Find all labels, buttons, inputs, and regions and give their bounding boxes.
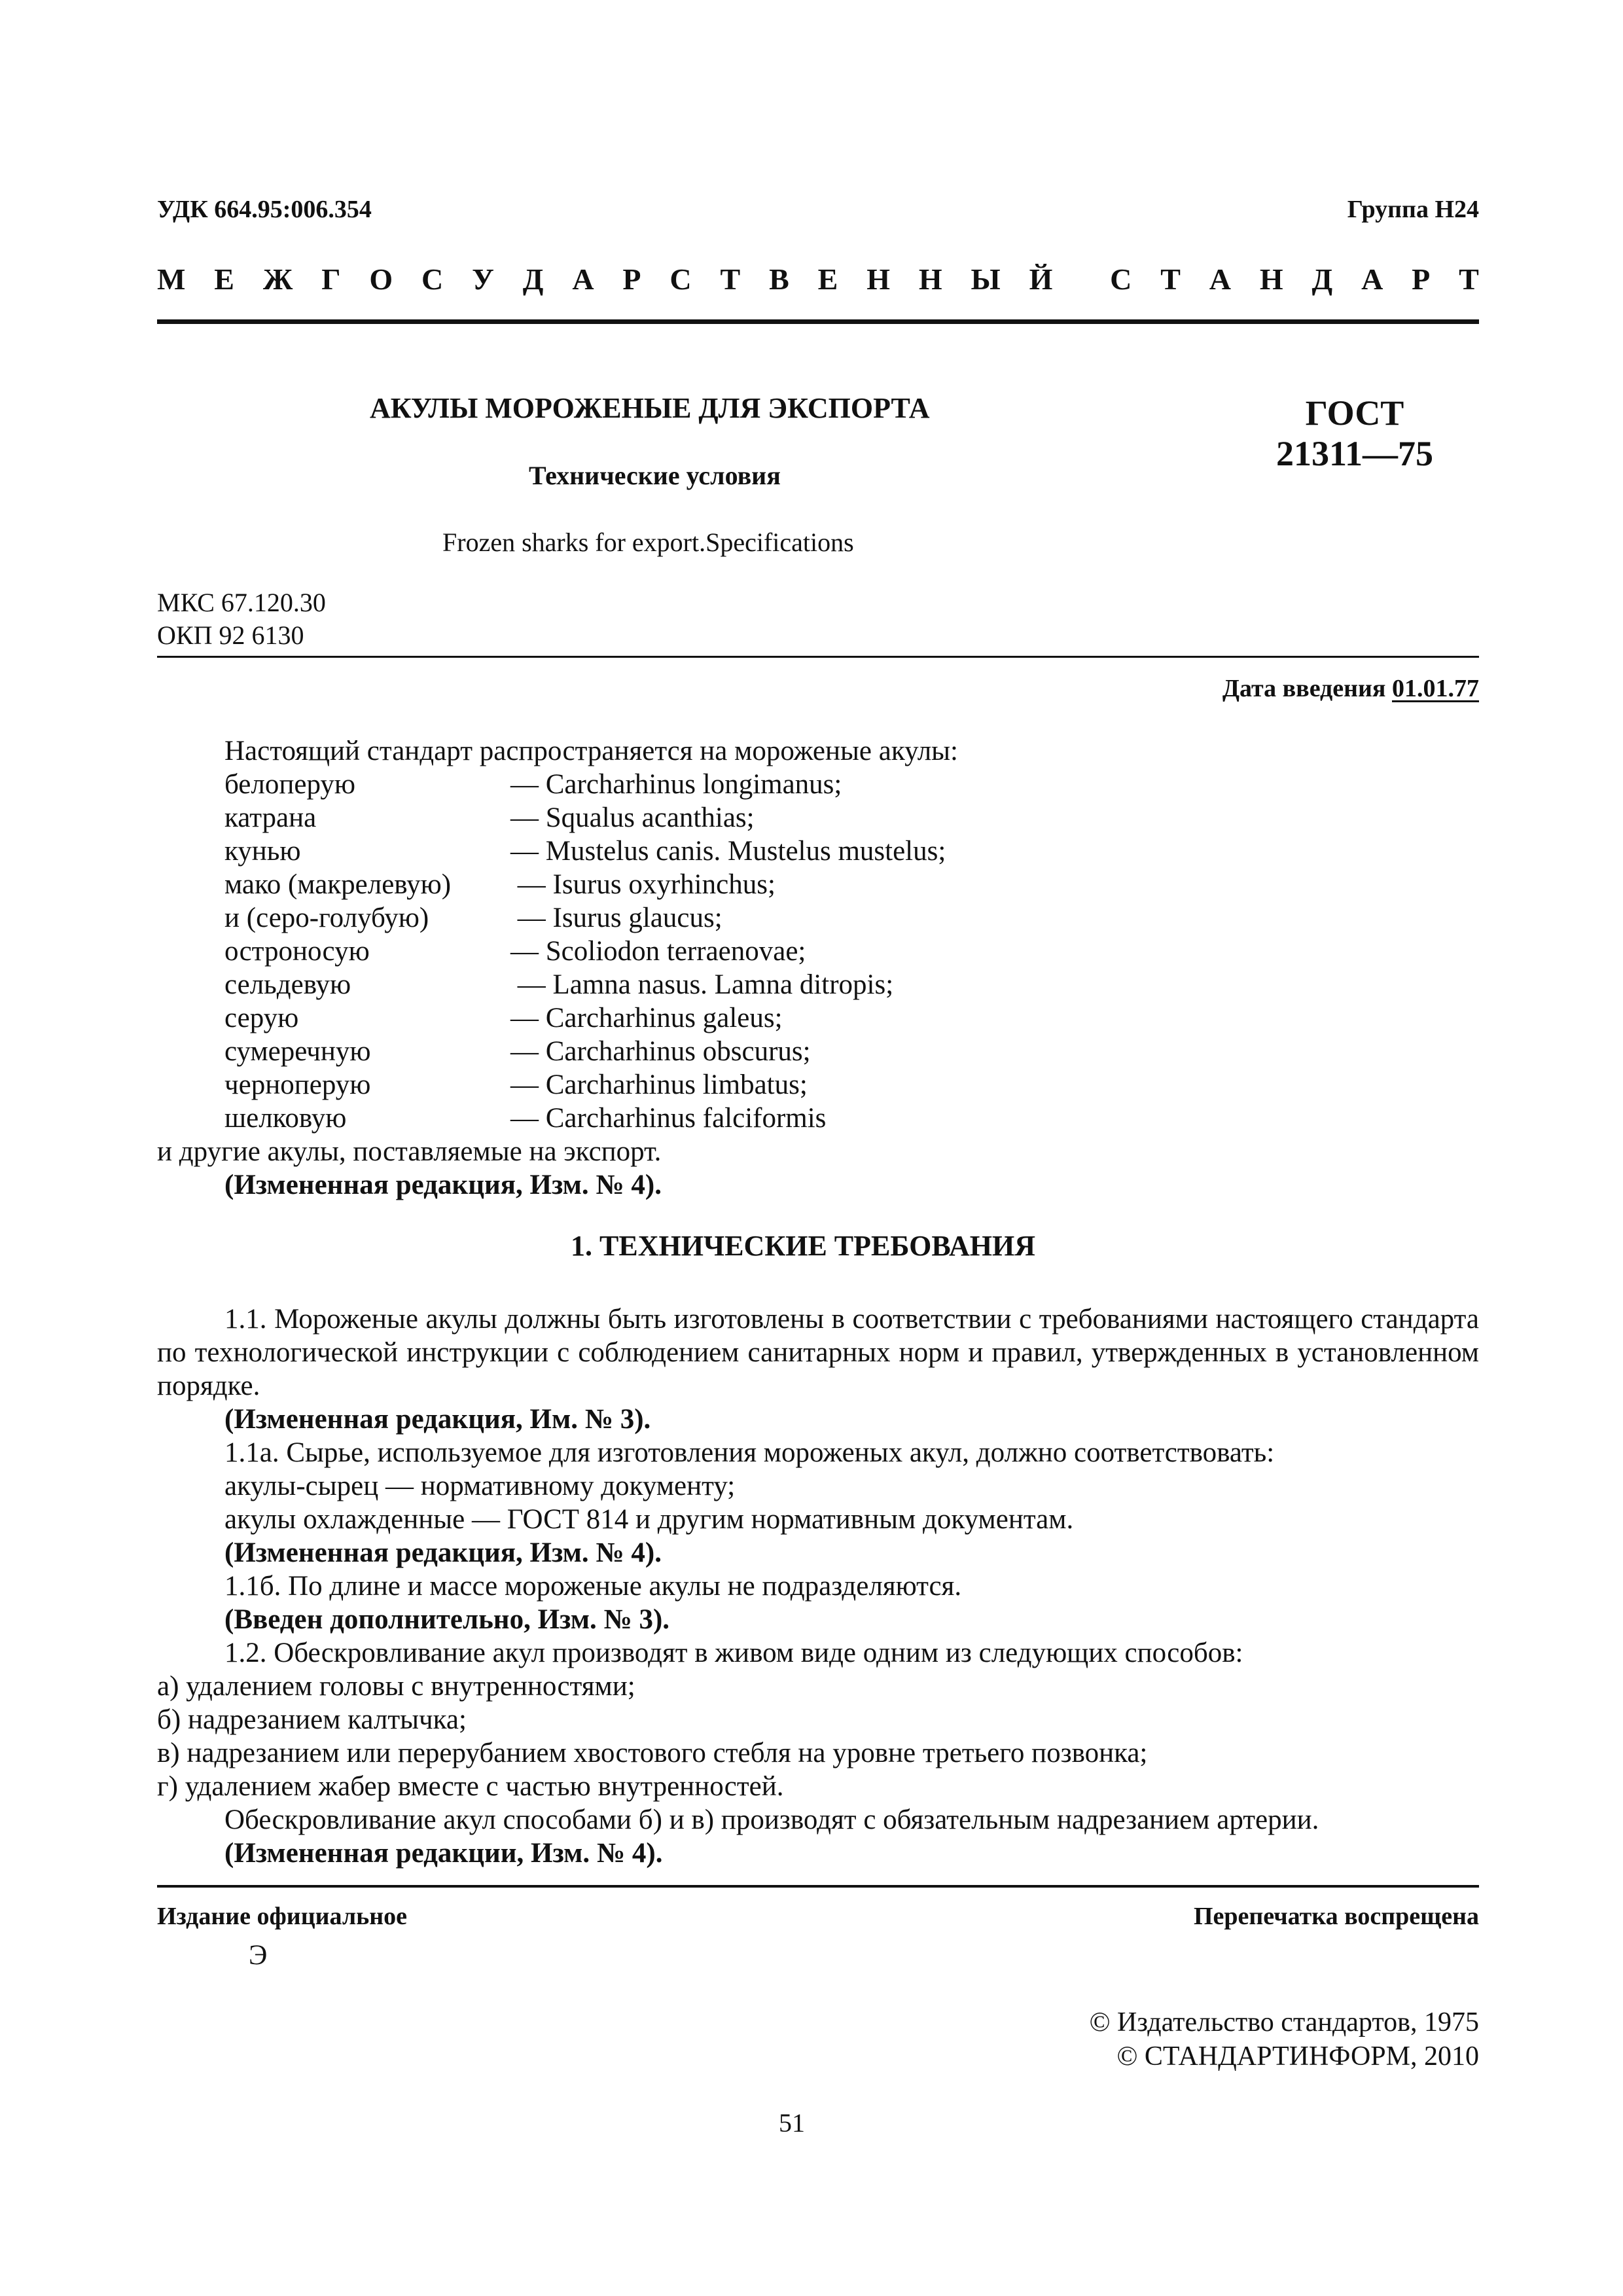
clause-1-2-item-b: б) надрезанием калтычка; — [157, 1704, 467, 1735]
species-latin-name: — Squalus acanthias; — [510, 802, 755, 833]
species-latin-name: — Carcharhinus limbatus; — [510, 1069, 808, 1100]
banner-letter: А — [572, 262, 594, 296]
banner-letter: Е — [817, 262, 838, 296]
clause-1-2-item-c: в) надрезанием или перерубанием хвостового стебля на уровне третьего позвонка; — [157, 1738, 1148, 1768]
banner-letter: Н — [918, 262, 942, 296]
english-title: Frozen sharks for export.Specifications — [442, 528, 854, 557]
footer-rule — [157, 1885, 1479, 1888]
banner-letter: Р — [622, 262, 641, 296]
banner-letter: Е — [214, 262, 234, 296]
reprint-notice: Перепечатка воспрещена — [1193, 1903, 1479, 1930]
species-russian-name: серую — [224, 1003, 299, 1033]
banner-letter: С — [421, 262, 444, 296]
classification-rule — [157, 656, 1479, 658]
scope-amendment: (Измененная редакция, Изм. № 4). — [224, 1170, 662, 1200]
clause-1-2-note: Обескровливание акул способами б) и в) производят с обязательным надрезанием артерии. — [224, 1804, 1319, 1835]
classification-codes — [157, 586, 326, 652]
species-latin-name: — Carcharhinus longimanus; — [510, 769, 842, 800]
banner-letter: Й — [1029, 262, 1053, 296]
banner-letter: А — [1361, 262, 1383, 296]
section-heading: 1. ТЕХНИЧЕСКИЕ ТРЕБОВАНИЯ — [571, 1230, 1035, 1262]
clause-1-2-amendment: (Измененная редакции, Изм. № 4). — [224, 1838, 663, 1869]
banner-letter: А — [1209, 262, 1231, 296]
clause-1-1a-raw: акулы-сырец — нормативному документу; — [224, 1471, 736, 1501]
species-latin-name: — Isurus oxyrhinchus; — [510, 869, 776, 900]
species-russian-name: остроносую — [224, 936, 370, 967]
scope-intro: Настоящий стандарт распространяется на мороженые акулы: — [224, 736, 959, 766]
banner-letter: Р — [1412, 262, 1431, 296]
gost-designation — [1257, 393, 1453, 474]
banner-letter: Ы — [971, 262, 1001, 296]
species-russian-name: кунью — [224, 836, 301, 867]
species-latin-name: — Scoliodon terraenovae; — [510, 936, 806, 967]
clause-1-2-item-d: г) удалением жабер вместе с частью внутренностей. — [157, 1771, 784, 1802]
official-edition: Издание официальное — [157, 1903, 408, 1930]
species-russian-name: черноперую — [224, 1069, 371, 1100]
species-russian-name: мако (макрелевую) — [224, 869, 452, 900]
banner-letter: Т — [1459, 262, 1479, 296]
clause-1-1a-amendment: (Измененная редакция, Изм. № 4). — [224, 1537, 662, 1568]
introduction-date — [1222, 674, 1479, 703]
mks-code: МКС 67.120.30 — [157, 588, 326, 617]
clause-1-1b: 1.1б. По длине и массе мороженые акулы не подразделяются. — [224, 1571, 962, 1602]
banner-letter: Д — [1311, 262, 1333, 296]
banner-letter: Г — [321, 262, 341, 296]
header-rule — [157, 319, 1479, 324]
scope-others: и другие акулы, поставляемые на экспорт. — [157, 1136, 662, 1167]
banner-letter: У — [472, 262, 494, 296]
species-latin-name: — Carcharhinus galeus; — [510, 1003, 783, 1033]
clause-1-1b-amendment: (Введен дополнительно, Изм. № 3). — [224, 1604, 670, 1635]
species-latin-name: — Lamna nasus. Lamna ditropis; — [510, 969, 894, 1000]
banner-letter: Ж — [262, 262, 293, 296]
gost-number: 21311—75 — [1275, 434, 1434, 473]
species-russian-name: шелковую — [224, 1103, 347, 1134]
document-title: АКУЛЫ МОРОЖЕНЫЕ ДЛЯ ЭКСПОРТА — [370, 392, 930, 424]
document-subtitle: Технические условия — [529, 461, 781, 490]
introduction-date-label: Дата введения — [1222, 675, 1392, 702]
copyright-2010: © СТАНДАРТИНФОРМ, 2010 — [1116, 2041, 1479, 2072]
banner-letter: М — [157, 262, 186, 296]
banner-letter: Т — [1160, 262, 1181, 296]
species-russian-name: сумеречную — [224, 1036, 371, 1067]
banner-letter: Д — [522, 262, 544, 296]
banner-letter: С — [1110, 262, 1132, 296]
group-code: Группа Н24 — [1347, 196, 1479, 223]
banner-letter: Т — [720, 262, 741, 296]
copyright-1975: © Издательство стандартов, 1975 — [1089, 2007, 1479, 2037]
species-russian-name: сельдевую — [224, 969, 351, 1000]
udk-code: УДК 664.95:006.354 — [157, 196, 372, 223]
banner-letter: Н — [1259, 262, 1283, 296]
clause-1-1: 1.1. Мороженые акулы должны быть изготовлены в соответствии с требованиями настоящего стандарта по технологической инструкции с соблюдением санитарных норм и правил, утвержденных в установленном порядке. — [157, 1304, 1479, 1401]
species-russian-name: и (серо-голубую) — [224, 903, 429, 933]
okp-code: ОКП 92 6130 — [157, 620, 304, 650]
banner-letter: С — [669, 262, 692, 296]
species-russian-name: катрана — [224, 802, 317, 833]
species-latin-name: — Carcharhinus falciformis — [510, 1103, 827, 1134]
clause-1-1-amendment: (Измененная редакция, Им. № 3). — [224, 1404, 651, 1435]
species-latin-name: — Mustelus canis. Mustelus mustelus; — [510, 836, 946, 867]
species-latin-name: — Carcharhinus obscurus; — [510, 1036, 811, 1067]
gost-label: ГОСТ — [1305, 393, 1404, 433]
banner-letter: О — [369, 262, 393, 296]
copyright-block — [1090, 2005, 1479, 2073]
species-latin-name: — Isurus glaucus; — [510, 903, 722, 933]
species-russian-name: белоперую — [224, 769, 356, 800]
clause-1-2: 1.2. Обескровливание акул производят в живом виде одним из следующих способов: — [224, 1638, 1243, 1668]
interstate-standard-banner — [157, 262, 1479, 296]
page-number: 51 — [779, 2108, 805, 2138]
clause-1-1a-chilled: акулы охлажденные — ГОСТ 814 и другим нормативным документам. — [224, 1504, 1074, 1535]
edition-mark: Э — [249, 1940, 268, 1971]
clause-1-2-item-a: а) удалением головы с внутренностями; — [157, 1671, 635, 1702]
banner-letter: Н — [866, 262, 890, 296]
introduction-date-value: 01.01.77 — [1392, 675, 1479, 702]
clause-1-1a: 1.1а. Сырье, используемое для изготовления мороженых акул, должно соответствовать: — [224, 1437, 1275, 1468]
banner-letter: В — [769, 262, 789, 296]
